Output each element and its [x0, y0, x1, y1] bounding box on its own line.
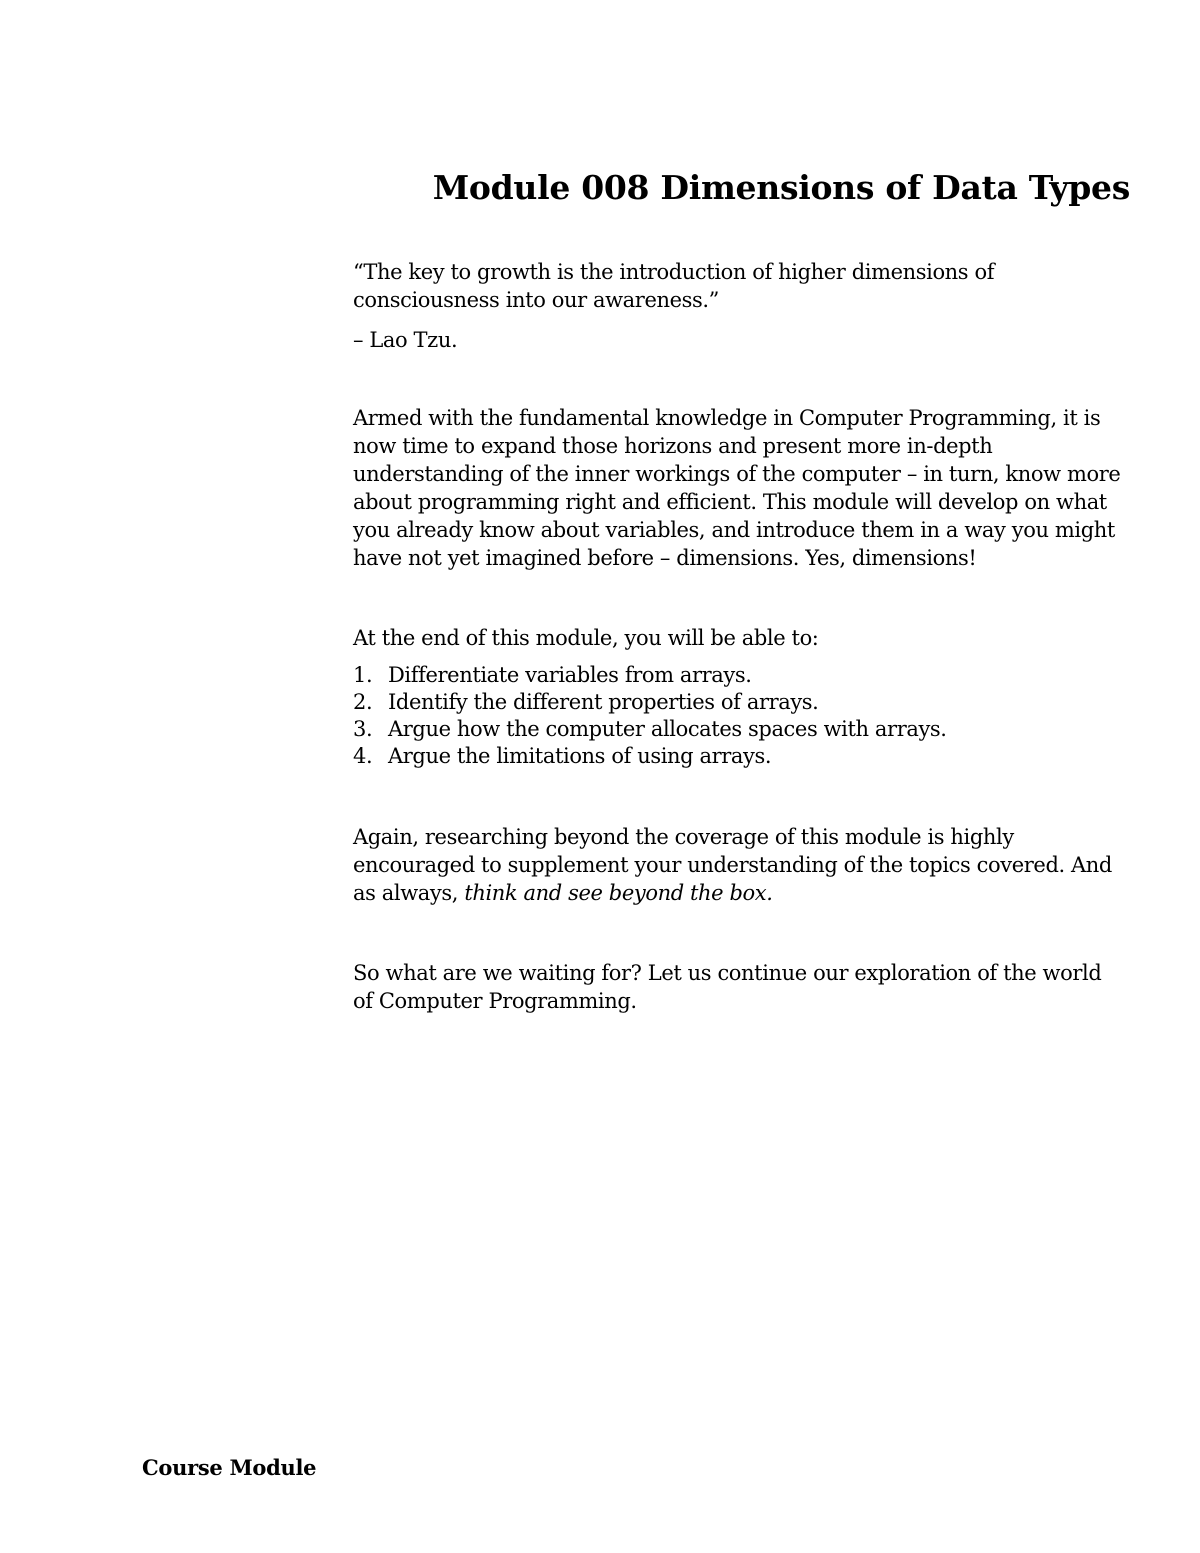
footer-label: Course Module: [142, 1455, 317, 1480]
encourage-text: Again, researching beyond the coverage of this module is highly encouraged to supplement your understanding of the topics covered. And as always,: [353, 825, 1112, 905]
list-item: [353, 689, 1143, 716]
list-item: [353, 743, 1143, 770]
page-title: Module 008 Dimensions of Data Types: [432, 168, 1130, 207]
list-item-text: Differentiate variables from arrays.: [388, 663, 752, 687]
epigraph-quote: “The key to growth is the introduction of higher dimensions of consciousness into our awareness.”: [353, 260, 995, 312]
list-item-text: Argue how the computer allocates spaces with arrays.: [388, 717, 947, 741]
list-item-text: Identify the different properties of arrays.: [388, 690, 819, 714]
list-item-number: 2.: [353, 690, 373, 714]
module-content: [353, 258, 1143, 1015]
list-item: [353, 662, 1143, 689]
objectives-list: [353, 662, 1143, 770]
objectives-lead: At the end of this module, you will be able to:: [353, 626, 819, 650]
list-item-number: 1.: [353, 663, 373, 687]
encourage-emphasis: think and see beyond the box.: [464, 881, 773, 905]
intro-paragraph: Armed with the fundamental knowledge in Computer Programming, it is now time to expand those horizons and present more in-depth understanding of the inner workings of the computer – in turn, know more about programming right and efficient. This module will develop on what you already know about variables, and introduce them in a way you might have not yet imagined before – dimensions. Yes, dimensions!: [353, 406, 1121, 570]
quote-attribution: – Lao Tzu.: [353, 328, 458, 352]
list-item-number: 3.: [353, 717, 373, 741]
closing-paragraph: So what are we waiting for? Let us continue our exploration of the world of Computer Programming.: [353, 961, 1102, 1013]
encourage-paragraph: [353, 823, 1123, 907]
list-item-text: Argue the limitations of using arrays.: [388, 744, 772, 768]
list-item: [353, 716, 1143, 743]
list-item-number: 4.: [353, 744, 373, 768]
